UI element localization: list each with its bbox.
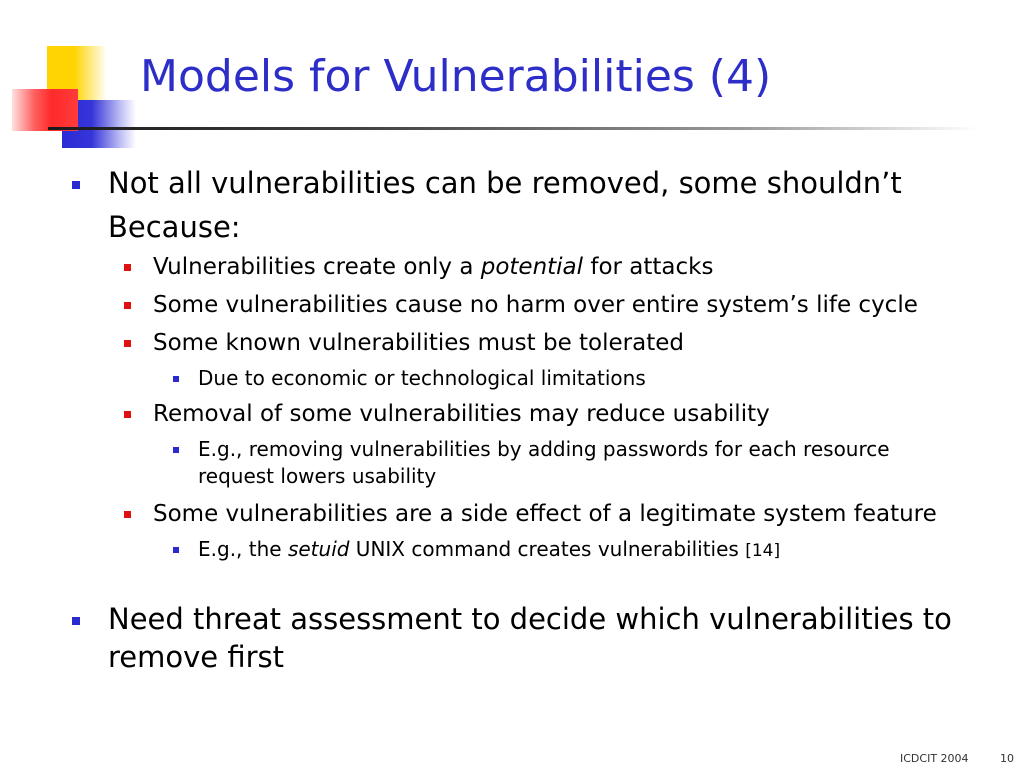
sub-point-4: Removal of some vulnerabilities may reduce usability bbox=[153, 401, 770, 427]
sub-point-3: Some known vulnerabilities must be tolerated bbox=[153, 330, 684, 356]
main-point-1: Not all vulnerabilities can be removed, some shouldn’t bbox=[108, 166, 902, 200]
main-point-2: Need threat assessment to decide which vulnerabilities to bbox=[108, 602, 952, 636]
sub-sub-point-4-1-continuation: request lowers usability bbox=[198, 464, 437, 488]
sub-point-1 bbox=[153, 252, 713, 282]
bullet-sub-icon bbox=[124, 511, 131, 518]
bullet-sub-icon bbox=[124, 264, 131, 271]
sub-point-1-text-after: for attacks bbox=[583, 254, 714, 280]
sub-sub-point-5-1 bbox=[198, 536, 780, 564]
bullet-sub-icon bbox=[124, 411, 131, 418]
footer-page-number: 10 bbox=[1000, 752, 1014, 765]
bullet-sub-icon bbox=[124, 302, 131, 309]
bullet-subsub-icon bbox=[173, 547, 179, 553]
footer-conference: ICDCIT 2004 bbox=[900, 752, 969, 765]
title-underline bbox=[48, 127, 978, 130]
sub-point-5: Some vulnerabilities are a side effect of a legitimate system feature bbox=[153, 501, 937, 527]
citation-reference: [14] bbox=[745, 541, 781, 561]
sub-point-2: Some vulnerabilities cause no harm over entire system’s life cycle bbox=[153, 292, 918, 318]
bullet-subsub-icon bbox=[173, 376, 179, 382]
bullet-subsub-icon bbox=[173, 447, 179, 453]
sub-sub-point-5-1-before: E.g., the bbox=[198, 537, 288, 561]
slide-title: Models for Vulnerabilities (4) bbox=[140, 51, 772, 102]
bullet-main-icon bbox=[72, 181, 80, 189]
main-point-2-continuation: remove first bbox=[108, 640, 285, 674]
sub-point-1-text-before: Vulnerabilities create only a bbox=[153, 254, 481, 280]
sub-point-1-emphasis: potential bbox=[480, 254, 584, 280]
logo-red-bar bbox=[12, 89, 78, 131]
sub-sub-point-5-1-emphasis: setuid bbox=[287, 537, 350, 561]
sub-sub-point-3-1: Due to economic or technological limitations bbox=[198, 366, 646, 390]
main-point-1-continuation: Because: bbox=[108, 210, 241, 244]
bullet-sub-icon bbox=[124, 340, 131, 347]
bullet-main-icon bbox=[72, 617, 80, 625]
sub-sub-point-5-1-after: UNIX command creates vulnerabilities bbox=[349, 537, 746, 561]
sub-sub-point-4-1: E.g., removing vulnerabilities by adding passwords for each resource bbox=[198, 437, 890, 461]
